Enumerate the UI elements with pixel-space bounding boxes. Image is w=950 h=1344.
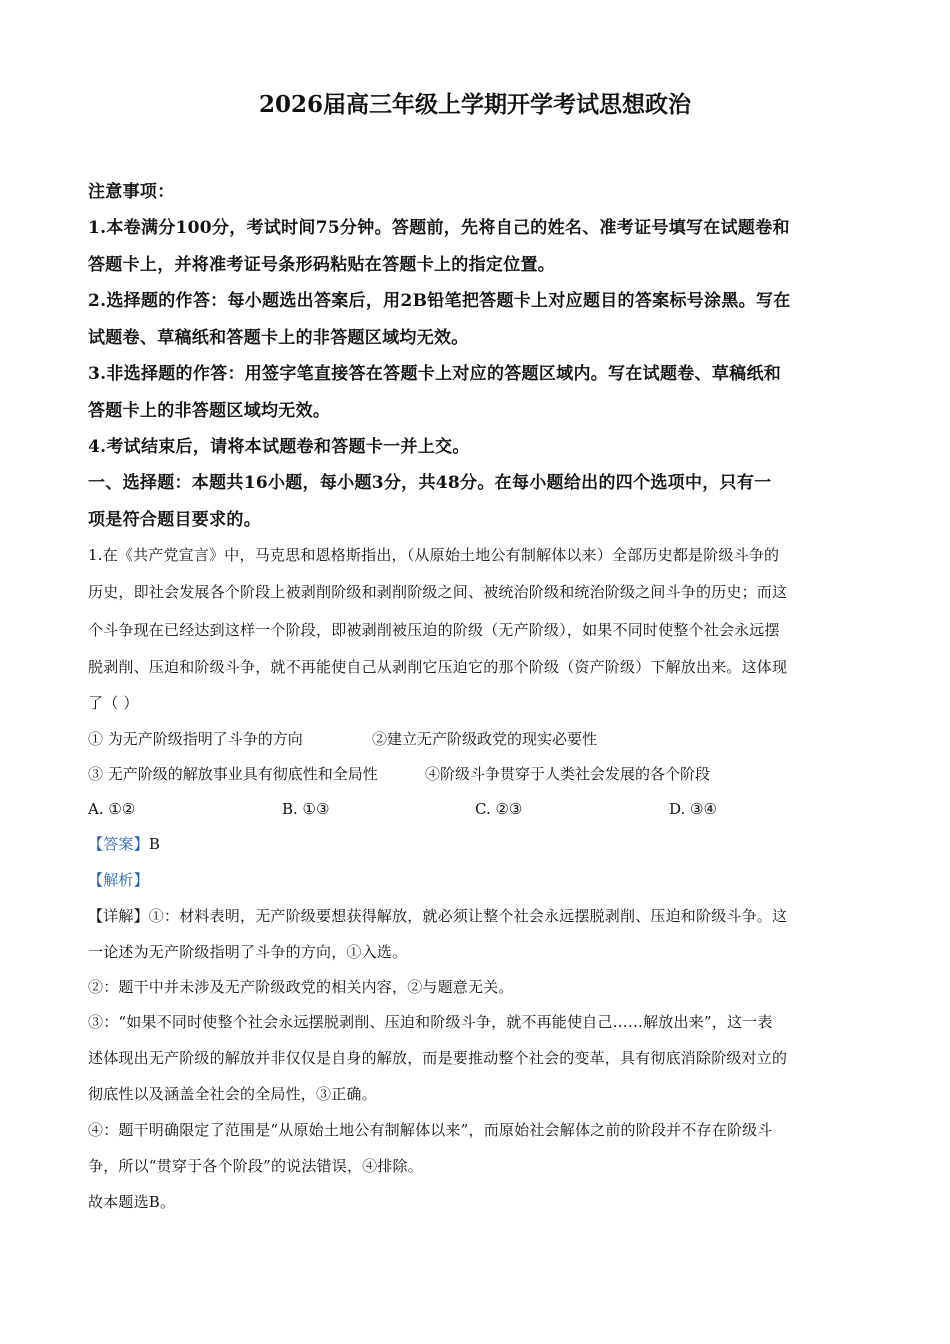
notice-heading: 注意事项：	[88, 182, 175, 202]
notice-item-3-line-1: 3.非选择题的作答：用签字笔直接答在答题卡上对应的答题区域内。写在试题卷、草稿纸和	[88, 364, 782, 384]
section-heading-line-2: 项是符合题目要求的。	[88, 510, 261, 530]
detail-line-5: 述体现出无产阶级的解放并非仅仅是自身的解放，而是要推动整个社会的变革，具有彻底消除阶级对立的	[88, 1049, 788, 1067]
statement-1: ① 为无产阶级指明了斗争的方向	[88, 730, 303, 748]
statement-3: ③ 无产阶级的解放事业具有彻底性和全局性	[88, 765, 378, 783]
choice-d: D. ③④	[669, 800, 717, 818]
question-stem-line-1: 1.在《共产党宣言》中，马克思和恩格斯指出，（从原始土地公有制解体以来）全部历史都是阶级斗争的	[88, 546, 780, 564]
notice-item-3-line-2: 答题卡上的非答题区域均无效。	[88, 401, 331, 421]
question-stem-line-5: 了（ ）	[88, 694, 139, 712]
choice-b: B. ①③	[282, 800, 330, 818]
detail-line-8: 争，所以“贯穿于各个阶段”的说法错误，④排除。	[88, 1157, 423, 1175]
detail-line-7: ④：题干明确限定了范围是“从原始土地公有制解体以来”，而原始社会解体之前的阶段并不存在阶级斗	[88, 1121, 773, 1139]
question-stem-line-4: 脱剥削、压迫和阶级斗争，就不再能使自己从剥削它压迫它的那个阶级（资产阶级）下解放出来。这体现	[88, 658, 788, 676]
notice-item-1-line-1: 1.本卷满分100分，考试时间75分钟。答题前，先将自己的姓名、准考证号填写在试题卷和	[88, 218, 790, 238]
conclusion: 故本题选B。	[88, 1193, 176, 1211]
question-stem-line-2: 历史，即社会发展各个阶段上被剥削阶级和剥削阶级之间、被统治阶级和统治阶级之间斗争的历史；而这	[88, 583, 788, 601]
page-title: 2026届高三年级上学期开学考试思想政治	[258, 91, 691, 118]
detail-line-6: 彻底性以及涵盖全社会的全局性，③正确。	[88, 1085, 377, 1103]
statement-2: ②建立无产阶级政党的现实必要性	[372, 730, 598, 748]
question-stem-line-3: 个斗争现在已经达到这样一个阶段，即被剥削被压迫的阶级（无产阶级），如果不同时使整个社会永远摆	[88, 621, 780, 639]
answer-line	[88, 834, 160, 854]
section-heading-line-1: 一、选择题：本题共16小题，每小题3分，共48分。在每小题给出的四个选项中，只有一	[88, 473, 772, 493]
notice-item-4: 4.考试结束后，请将本试题卷和答题卡一并上交。	[88, 437, 470, 457]
answer-label: 【答案】	[88, 835, 149, 853]
notice-item-1-line-2: 答题卡上，并将准考证号条形码粘贴在答题卡上的指定位置。	[88, 255, 556, 275]
detail-line-4: ③：“如果不同时使整个社会永远摆脱剥削、压迫和阶级斗争，就不再能使自己……解放出来”，这一表	[88, 1013, 773, 1031]
notice-item-2-line-1: 2.选择题的作答：每小题选出答案后，用2B铅笔把答题卡上对应题目的答案标号涂黑。写在	[88, 291, 791, 311]
detail-line-3: ②：题干中并未涉及无产阶级政党的相关内容，②与题意无关。	[88, 978, 514, 996]
notice-item-2-line-2: 试题卷、草稿纸和答题卡上的非答题区域均无效。	[88, 328, 469, 348]
analysis-label: 【解析】	[88, 871, 149, 889]
choice-a: A. ①②	[88, 800, 136, 818]
choice-c: C. ②③	[475, 800, 523, 818]
detail-line-1: 【详解】①：材料表明，无产阶级要想获得解放，就必须让整个社会永远摆脱剥削、压迫和阶级斗争。这	[88, 907, 788, 925]
statement-4: ④阶级斗争贯穿于人类社会发展的各个阶段	[425, 765, 711, 783]
detail-line-2: 一论述为无产阶级指明了斗争的方向，①入选。	[88, 943, 408, 961]
answer-value: B	[148, 835, 161, 853]
